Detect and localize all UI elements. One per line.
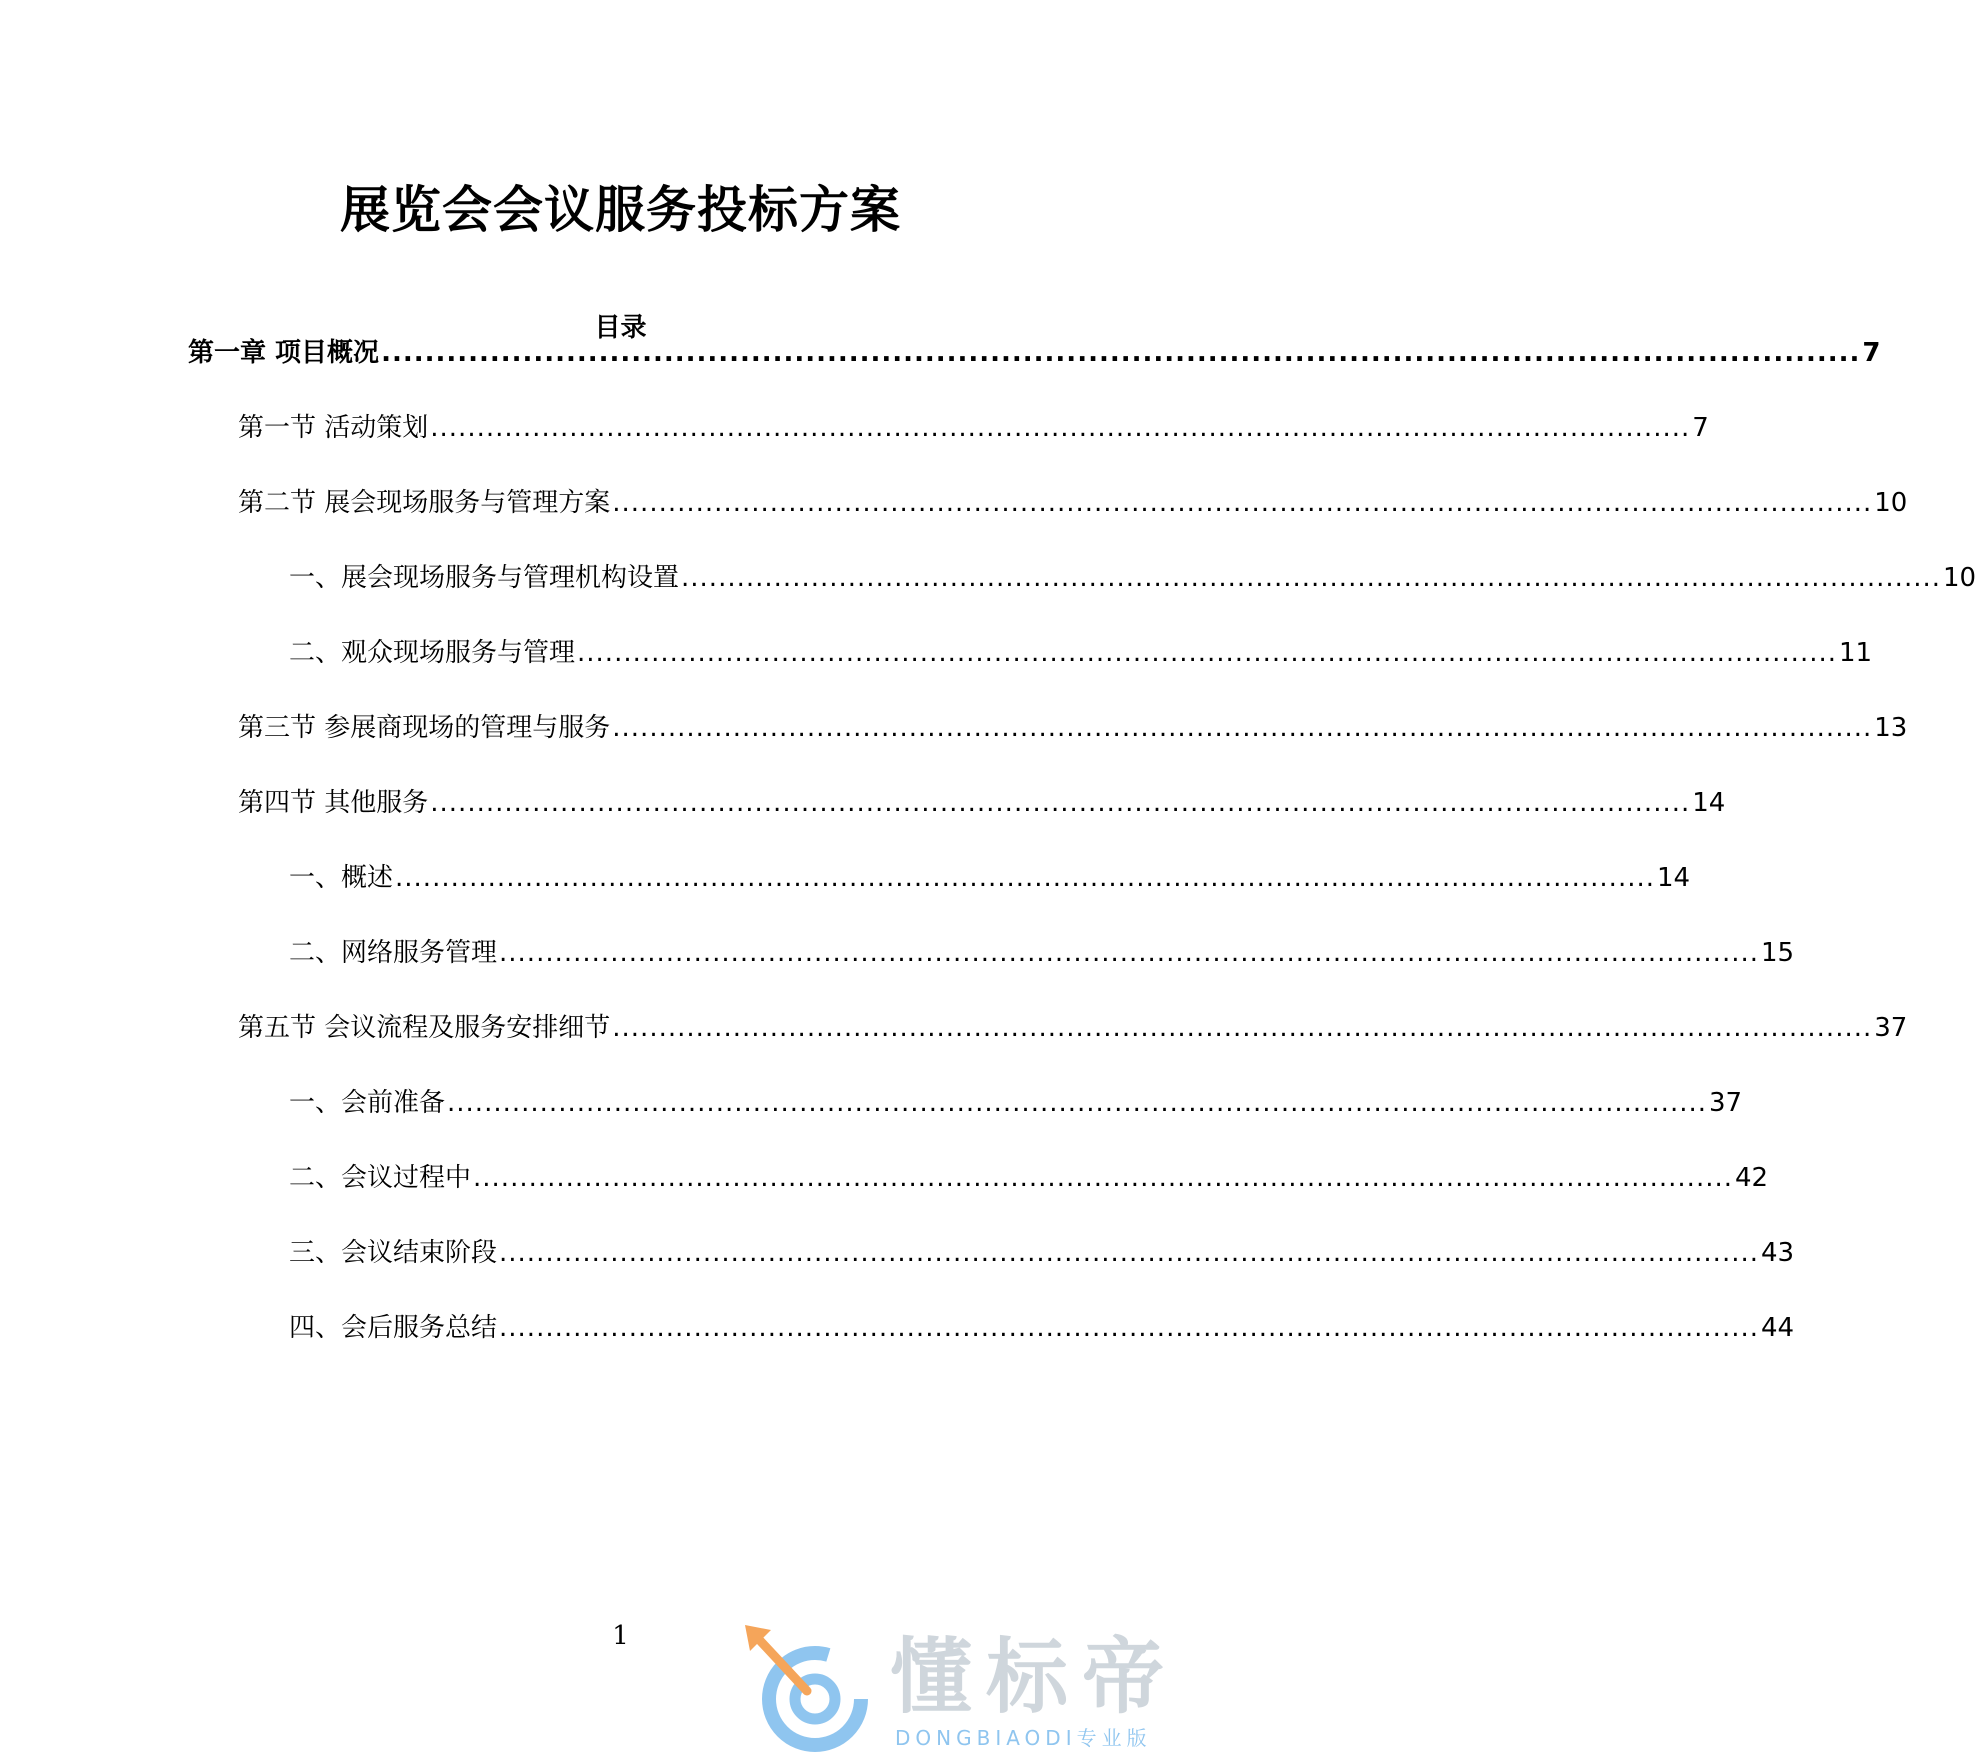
toc-entry-section-1[interactable]	[238, 411, 1709, 445]
toc-entry-text: 第四节 其他服务	[238, 788, 429, 818]
toc-entry-page: 42	[1735, 1163, 1769, 1193]
toc-entry-subsection[interactable]	[289, 936, 1795, 970]
target-arrow-icon	[745, 1625, 870, 1754]
toc-entry-text: 第二节 展会现场服务与管理方案	[238, 488, 611, 518]
toc-leader-dots: ........................................................................................................................................	[381, 338, 1861, 368]
toc-entry-page: 10	[1874, 488, 1908, 518]
toc-entry-section-3[interactable]	[238, 711, 1908, 745]
toc-entry-subsection[interactable]	[289, 1086, 1743, 1120]
toc-leader-dots: ........................................................................................................................................	[395, 863, 1656, 893]
toc-entry-page: 13	[1874, 713, 1908, 743]
toc-entry-page: 7	[1862, 338, 1881, 368]
toc-entry-page: 15	[1761, 938, 1795, 968]
toc-entry-text: 第一节 活动策划	[238, 413, 429, 443]
toc-leader-dots: ........................................................................................................................................	[447, 1088, 1708, 1118]
watermark	[745, 1625, 1215, 1754]
toc-entry-text: 二、网络服务管理	[289, 938, 498, 968]
toc-entry-text: 第一章 项目概况	[188, 338, 380, 368]
toc-entry-subsection[interactable]	[289, 1236, 1795, 1270]
toc-entry-text: 三、会议结束阶段	[289, 1238, 498, 1268]
toc-entry-text: 二、观众现场服务与管理	[289, 638, 576, 668]
toc-entry-section-2[interactable]	[238, 486, 1908, 520]
toc-entry-chapter-1[interactable]	[188, 336, 1881, 370]
toc-entry-subsection[interactable]	[289, 861, 1691, 895]
toc-entry-text: 四、会后服务总结	[289, 1313, 498, 1343]
toc-leader-dots: ........................................................................................................................................	[499, 1313, 1760, 1343]
toc-leader-dots: ........................................................................................................................................	[499, 938, 1760, 968]
toc-leader-dots: ........................................................................................................................................	[430, 413, 1691, 443]
toc-leader-dots: ........................................................................................................................................	[612, 713, 1873, 743]
watermark-subtitle: DONGBIAODI专业版	[895, 1726, 1152, 1750]
toc-entry-page: 43	[1761, 1238, 1795, 1268]
toc-entry-subsection[interactable]	[289, 561, 1976, 595]
toc-entry-text: 第五节 会议流程及服务安排细节	[238, 1013, 611, 1043]
toc-entry-subsection[interactable]	[289, 1311, 1795, 1345]
toc-entry-page: 14	[1692, 788, 1726, 818]
toc-entry-subsection[interactable]	[289, 1161, 1769, 1195]
toc-entry-page: 10	[1943, 563, 1976, 593]
toc-entry-text: 一、展会现场服务与管理机构设置	[289, 563, 680, 593]
toc-entry-page: 7	[1692, 413, 1709, 443]
toc-entry-page: 37	[1874, 1013, 1908, 1043]
toc-leader-dots: ........................................................................................................................................	[473, 1163, 1734, 1193]
toc-entry-page: 37	[1709, 1088, 1743, 1118]
watermark-brand: 懂标帝	[890, 1630, 1179, 1725]
page-number: 1	[612, 1621, 629, 1651]
toc-leader-dots: ........................................................................................................................................	[681, 563, 1942, 593]
toc-leader-dots: ........................................................................................................................................	[577, 638, 1838, 668]
toc-entry-text: 第三节 参展商现场的管理与服务	[238, 713, 611, 743]
toc-leader-dots: ........................................................................................................................................	[612, 1013, 1873, 1043]
toc-entry-subsection[interactable]	[289, 636, 1873, 670]
toc-entry-section-4[interactable]	[238, 786, 1726, 820]
toc-entry-text: 一、概述	[289, 863, 394, 893]
toc-entry-page: 14	[1657, 863, 1691, 893]
toc-leader-dots: ........................................................................................................................................	[612, 488, 1873, 518]
page-title: 展览会会议服务投标方案	[340, 181, 901, 239]
toc-entry-text: 二、会议过程中	[289, 1163, 472, 1193]
toc-entry-page: 11	[1839, 638, 1873, 668]
toc-entry-text: 一、会前准备	[289, 1088, 446, 1118]
toc-leader-dots: ........................................................................................................................................	[499, 1238, 1760, 1268]
toc-entry-page: 44	[1761, 1313, 1795, 1343]
toc-heading: 目录	[594, 313, 647, 343]
toc-leader-dots: ........................................................................................................................................	[430, 788, 1691, 818]
toc-entry-section-5[interactable]	[238, 1011, 1908, 1045]
